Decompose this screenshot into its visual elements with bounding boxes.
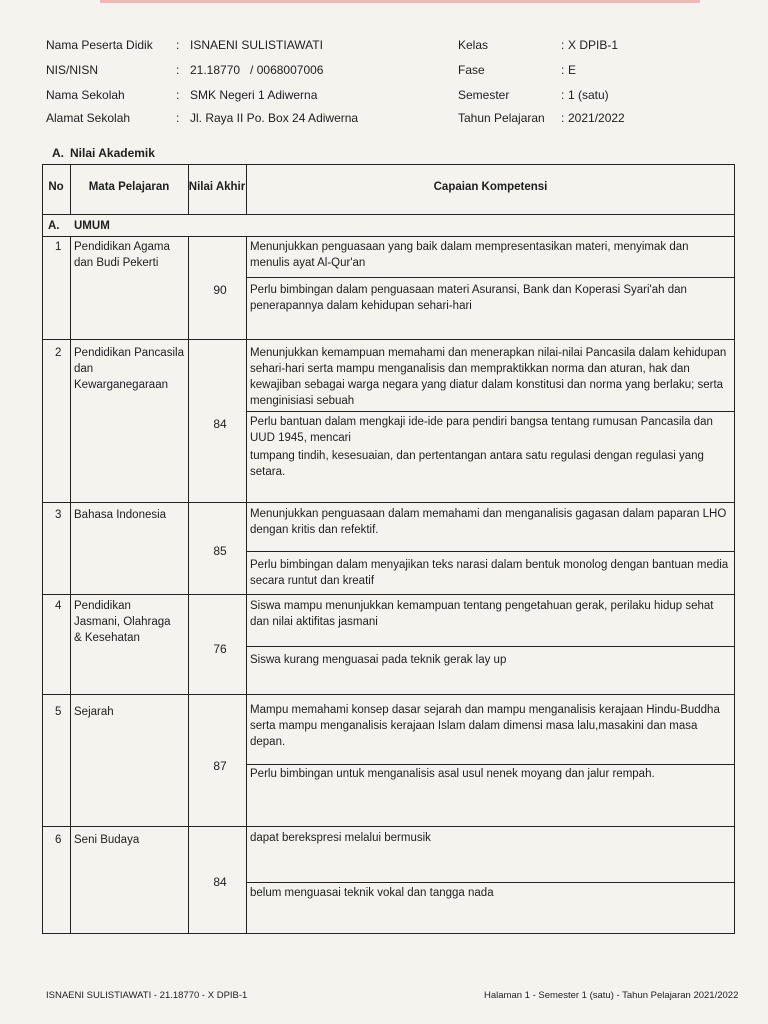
row-number: 1 [55,241,62,253]
label-phase: Fase [458,63,485,77]
label-address: Alamat Sekolah [46,111,131,125]
table-grid-line [42,694,735,695]
competence-strength: dapat berekspresi melalui bermusik [250,832,431,844]
colon: : [561,111,565,125]
competence-strength: Menunjukkan penguasaan dalam memahami dan menganalisis gagasan dalam paparan LHO dengan kritis dan refektif. [250,508,727,536]
value-nis: 21.18770 / 0068007006 [190,63,324,77]
competence-improvement: Perlu bimbingan dalam penguasaan materi Asuransi, Bank dan Koperasi Syari'ah dan penerapannya dalam kehidupan sehari-hari [250,284,687,312]
final-score: 90 [213,283,227,297]
colon: : [176,88,180,102]
row-number: 3 [55,509,62,521]
table-grid-line [246,236,247,934]
label-semester: Semester [458,88,510,102]
table-grid-line [42,826,735,827]
row-number: 6 [55,834,62,846]
competence-improvement: Perlu bimbingan dalam menyajikan teks narasi dalam bentuk monolog dengan bantuan media secara runtut dan kreatif [250,559,729,587]
competence-improvement-continued: tumpang tindih, kesesuaian, dan pertentangan antara satu regulasi dengan regulasi yang setara. [250,450,704,478]
top-edge-mark [100,0,700,3]
table-grid-line [246,551,735,552]
table-border [42,164,735,934]
label-nis: NIS/NISN [46,63,99,77]
colon: : [561,63,565,77]
section-name: Nilai Akademik [70,146,155,160]
final-score: 84 [213,875,227,889]
table-grid-line [246,411,735,412]
final-score: 85 [213,544,227,558]
table-grid-line [246,764,735,765]
table-grid-line [42,339,735,340]
table-grid-line [42,502,735,503]
table-grid-line [246,646,735,647]
row-number: 2 [55,347,62,359]
colon: : [561,38,565,52]
section-letter: A. [52,146,64,160]
table-grid-line [42,236,735,237]
subject-name: Pendidikan Agama dan Budi Pekerti [74,241,170,269]
category-letter: A. [48,220,60,232]
label-student-name: Nama Peserta Didik [46,38,153,52]
value-phase: E [568,63,577,77]
competence-strength: Menunjukkan penguasaan yang baik dalam mempresentasikan materi, menyimak dan menulis ayat Al-Qur'an [250,241,689,269]
competence-improvement: Perlu bantuan dalam mengkaji ide-ide para pendiri bangsa tentang rumusan Pancasila dan UUD 1945, mencari [250,416,713,444]
subject-name: Pendidikan Pancasila dan Kewarganegaraan [74,347,184,391]
competence-strength: Siswa mampu menunjukkan kemampuan tentang pengetahuan gerak, perilaku hidup sehat dan nilai aktifitas jasmani [250,600,714,628]
header-no: No [48,181,64,193]
subject-name: Pendidikan Jasmani, Olahraga & Kesehatan [74,600,171,644]
category-name: UMUM [74,220,110,232]
table-grid-line [42,214,735,215]
table-grid-line [42,594,735,595]
subject-name: Bahasa Indonesia [74,509,167,521]
footer-page-info: Halaman 1 - Semester 1 (satu) - Tahun Pelajaran 2021/2022 [484,990,739,1001]
value-class: X DPIB-1 [568,38,619,52]
section-title [52,146,155,160]
final-score: 87 [213,759,227,773]
value-school: SMK Negeri 1 Adiwerna [190,88,318,102]
row-number: 5 [55,706,62,718]
colon: : [176,111,180,125]
final-score: 76 [213,642,227,656]
competence-improvement: belum menguasai teknik vokal dan tangga nada [250,887,494,899]
label-school: Nama Sekolah [46,88,125,102]
header-subject: Mata Pelajaran [88,181,170,193]
table-grid-line [70,236,71,934]
row-number: 4 [55,600,62,612]
competence-improvement: Siswa kurang menguasai pada teknik gerak lay up [250,654,507,666]
footer-student-id: ISNAENI SULISTIAWATI - 21.18770 - X DPIB-1 [46,990,248,1001]
value-academic-year: 2021/2022 [568,111,625,125]
value-address: Jl. Raya II Po. Box 24 Adiwerna [190,111,359,125]
label-academic-year: Tahun Pelajaran [458,111,545,125]
label-class: Kelas [458,38,489,52]
table-grid-line [246,277,735,278]
final-score: 84 [213,417,227,431]
value-semester: 1 (satu) [568,88,609,102]
table-grid-line [188,236,189,934]
table-grid-line [246,882,735,883]
subject-name: Seni Budaya [74,834,140,846]
header-score: Nilai Akhir [188,181,246,193]
subject-name: Sejarah [74,706,114,718]
competence-strength: Mampu memahami konsep dasar sejarah dan mampu menganalisis kerajaan Hindu-Buddha serta mampu menganalisis kerajaan Islam dalam dimensi masa lalu,masakini dan masa depan. [250,704,720,748]
colon: : [561,88,565,102]
competence-improvement: Perlu bimbingan untuk menganalisis asal usul nenek moyang dan jalur rempah. [250,768,655,780]
colon: : [176,38,180,52]
competence-strength: Menunjukkan kemampuan memahami dan menerapkan nilai-nilai Pancasila dalam kehidupan sehari-hari serta mampu menganalisis dan mempraktikkan norma dan aturan, hak dan kewajiban sebagai warga negara yang diatur dalam konstitusi dan norma yang berlaku; serta menginisiasi sebuah [250,347,727,407]
grades-table [42,164,735,934]
colon: : [176,63,180,77]
value-student-name: ISNAENI SULISTIAWATI [190,38,323,52]
header-competence: Capaian Kompetensi [433,181,548,193]
